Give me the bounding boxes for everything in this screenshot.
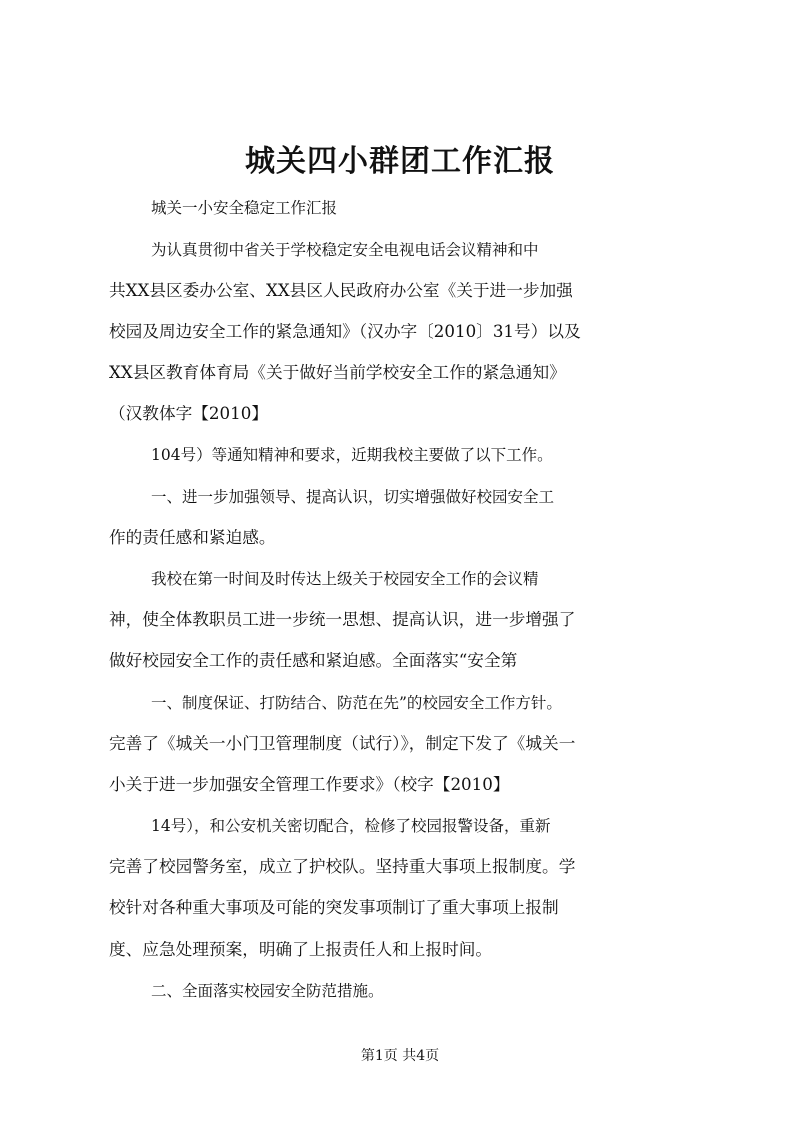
text-line: 校针对各种重大事项及可能的突发事项制订了重大事项上报制 [109,898,559,917]
text-line: 为认真贯彻中省关于学校稳定安全电视电话会议精神和中 [151,241,539,259]
document-title: 城关四小群团工作汇报 [245,144,555,179]
text-line: 二、全面落实校园安全防范措施。 [151,982,384,1000]
text-line: 神，使全体教职员工进一步统一思想、提高认识，进一步增强了 [109,610,576,629]
text-line: 小关于进一步加强安全管理工作要求》（校字【2010】 [109,775,510,794]
text-line: 共XX县区委办公室、XX县区人民政府办公室《关于进一步加强 [109,281,573,300]
text-line: 作的责任感和紧迫感。 [109,528,276,547]
text-line: 一、进一步加强领导、提高认识，切实增强做好校园安全工 [151,488,555,506]
text-line: 104号）等通知精神和要求，近期我校主要做了以下工作。 [151,446,553,464]
page-number-footer: 第1页 共4页 [360,1048,440,1064]
text-line: 一、制度保证、打防结合、防范在先”的校园安全工作方针。 [151,694,562,712]
text-line: 度、应急处理预案，明确了上报责任人和上报时间。 [109,940,493,959]
text-line: 城关一小安全稳定工作汇报 [151,199,338,217]
text-line: XX县区教育体育局《关于做好当前学校安全工作的紧急通知》 [109,363,566,382]
text-line: 校园及周边安全工作的紧急通知》（汉办字〔2010〕31号）以及 [109,322,581,341]
text-line: 完善了《城关一小门卫管理制度（试行）》，制定下发了《城关一 [109,734,576,753]
text-line: （汉教体字【2010】 [109,404,268,423]
text-line: 我校在第一时间及时传达上级关于校园安全工作的会议精 [151,570,539,588]
text-line: 完善了校园警务室，成立了护校队。坚持重大事项上报制度。学 [109,857,576,876]
text-line: 14号），和公安机关密切配合，检修了校园报警设备，重新 [151,817,551,835]
text-line: 做好校园安全工作的责任感和紧迫感。全面落实“安全第 [109,651,518,670]
